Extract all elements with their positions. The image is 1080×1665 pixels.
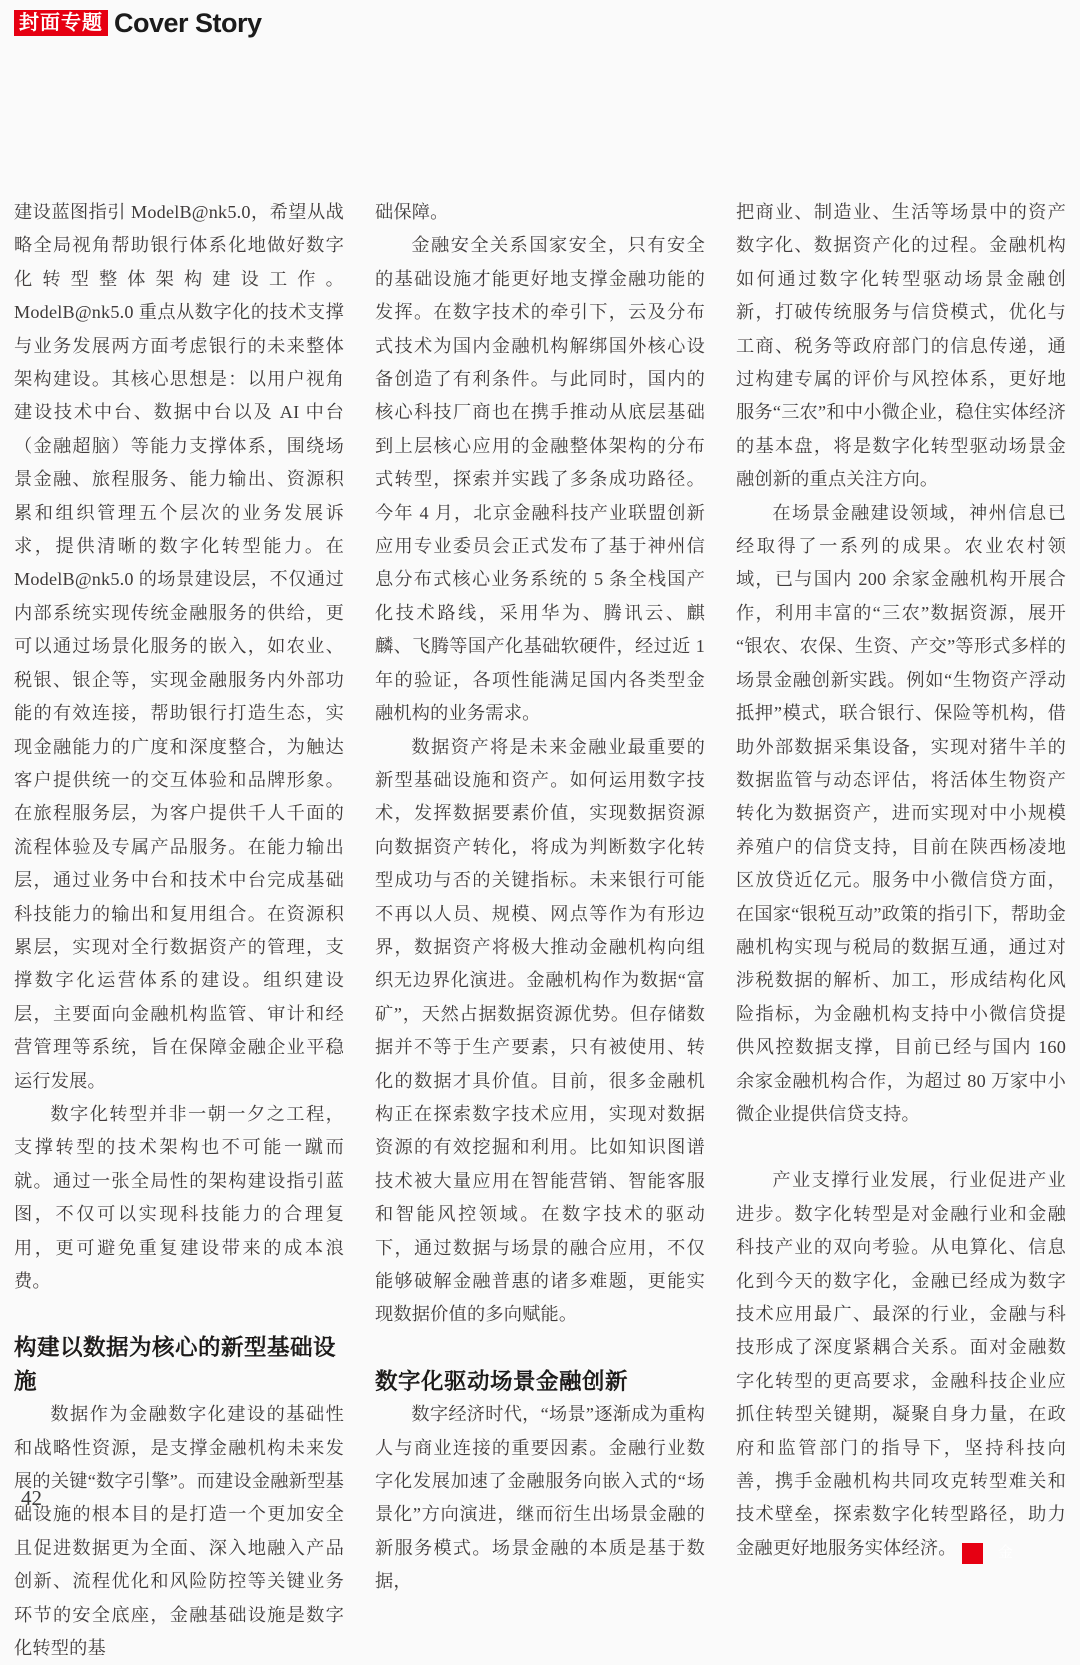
article-end-mark-icon: 金 <box>962 1543 983 1564</box>
paragraph: 数据资产将是未来金融业最重要的新型基础设施和资产。如何运用数字技术，发挥数据要素价值，实现数据资源向数据资产转化，将成为判断数字化转型成功与否的关键指标。未来银行可能不再以人员、规模、网点等作为有形边界，数据资产将极大推动金融机构向组织无边界化演进。金融机构作为数据“富矿”，天然占据数据资源优势。但存储数据并不等于生产要素，只有被使用、转化的数据才具价值。目前，很多金融机构正在探索数字技术应用，实现对数据资源的有效挖掘和利用。比如知识图谱技术被大量应用在智能营销、智能客服和智能风控领域。在数字技术的驱动下，通过数据与场景的融合应用，不仅能够破解金融普惠的诸多难题，更能实现数据价值的多向赋能。 <box>375 736 705 1325</box>
paragraph: 在场景金融建设领域，神州信息已经取得了一系列的成果。农业农村领域，已与国内 200 余家金融机构开展合作，利用丰富的“三农”数据资源，展开“银农、农保、生资、产交”等形式多样的场景金融创新实践。例如“生物资产浮动抵押”模式，联合银行、保险等机构，借助外部数据采集设备，实现对猪牛羊的数据监管与动态评估，将活体生物资产转化为数据资产，进而实现对中小规模养殖户的信贷支持，目前在陕西杨凌地区放贷近亿元。服务中小微信贷方面，在国家“银税互动”政策的指引下，帮助金融机构实现与税局的数据互通，通过对涉税数据的解析、加工，形成结构化风险指标，为金融机构支持中小微信贷提供风控数据支撑，目前已经与国内 160 余家金融机构合作，为超过 80 万家中小微企业提供信贷支持。 <box>736 502 1066 1124</box>
page-number: 42 <box>21 1486 42 1510</box>
text-column-2 <box>375 196 705 1665</box>
paragraph: 数字经济时代，“场景”逐渐成为重构人与商业连接的重要因素。金融行业数字化发展加速了金融服务向嵌入式的“场景化”方向演进，继而衍生出场景金融的新服务模式。场景金融的本质是基于数据， <box>375 1404 705 1592</box>
article-body <box>14 196 1066 1665</box>
text-column-3 <box>736 196 1066 1665</box>
section-heading: 数字化驱动场景金融创新 <box>375 1368 629 1394</box>
text-column-1 <box>14 196 344 1665</box>
paragraph: 金融安全关系国家安全，只有安全的基础设施才能更好地支撑金融功能的发挥。在数字技术的牵引下，云及分布式技术为国内金融机构解绑国外核心设备创造了有利条件。与此同时，国内的核心科技厂商也在携手推动从底层基础到上层核心应用的金融整体架构的分布式转型，探索并实践了多条成功路径。今年 4 月，北京金融科技产业联盟创新应用专业委员会正式发布了基于神州信息分布式核心业务系统的 5 条全栈国产化技术路线，采用华为、腾讯云、麒麟、飞腾等国产化基础软硬件，经过近 1 年的验证，各项性能满足国内各类型金融机构的业务需求。 <box>375 235 705 724</box>
page-header <box>14 10 262 36</box>
cover-story-tag-badge: 封面专题 <box>14 10 108 36</box>
paragraph: 建设蓝图指引 ModelB@nk5.0，希望从战略全局视角帮助银行体系化地做好数字化转型整体架构建设工作。ModelB@nk5.0 重点从数字化的技术支撑与业务发展两方面考虑银行的未来整体架构建设。其核心思想是：以用户视角建设技术中台、数据中台以及 AI 中台（金融超脑）等能力支撑体系，围绕场景金融、旅程服务、能力输出、资源积累和组织管理五个层次的业务发展诉求，提供清晰的数字化转型能力。在 ModelB@nk5.0 的场景建设层，不仅通过内部系统实现传统金融服务的供给，更可以通过场景化服务的嵌入，如农业、税银、银企等，实现金融服务内外部功能的有效连接，帮助银行打造生态，实现金融能力的广度和深度整合，为触达客户提供统一的交互体验和品牌形象。在旅程服务层，为客户提供千人千面的流程体验及专属产品服务。在能力输出层，通过业务中台和技术中台完成基础科技能力的输出和复用组合。在资源积累层，实现对全行数据资产的管理，支撑数字化运营体系的建设。组织建设层，主要面向金融机构监管、审计和经营管理等系统，旨在保障金融企业平稳运行发展。 <box>14 202 344 1091</box>
paragraph: 础保障。 <box>375 202 449 222</box>
cover-story-title: Cover Story <box>114 8 262 38</box>
paragraph: 数字化转型并非一朝一夕之工程，支撑转型的技术架构也不可能一蹴而就。通过一张全局性的架构建设指引蓝图，不仅可以实现科技能力的合理复用，更可避免重复建设带来的成本浪费。 <box>14 1103 344 1291</box>
paragraph: 把商业、制造业、生活等场景中的资产数字化、数据资产化的过程。金融机构如何通过数字化转型驱动场景金融创新，打破传统服务与信贷模式，优化与工商、税务等政府部门的信息传递，通过构建专属的评价与风控体系，更好地服务“三农”和中小微企业，稳住实体经济的基本盘，将是数字化转型驱动场景金融创新的重点关注方向。 <box>736 202 1066 490</box>
section-heading: 构建以数据为核心的新型基础设施 <box>14 1335 337 1394</box>
paragraph: 产业支撑行业发展，行业促进产业进步。数字化转型是对金融行业和金融科技产业的双向考验。从电算化、信息化到今天的数字化，金融已经成为数字技术应用最广、最深的行业，金融与科技形成了深度紧耦合关系。面对金融数字化转型的更高要求，金融科技企业应抓住转型关键期，凝聚自身力量，在政府和监管部门的指导下，坚持科技向善，携手金融机构共同攻克转型难关和技术壁垒，探索数字化转型路径，助力金融更好地服务实体经济。 金 <box>736 1164 1066 1565</box>
paragraph: 数据作为金融数字化建设的基础性和战略性资源，是支撑金融机构未来发展的关键“数字引擎”。而建设金融新型基础设施的根本目的是打造一个更加安全且促进数据更为全面、深入地融入产品创新、流程优化和风险防控等关键业务环节的安全底座，金融基础设施是数字化转型的基 <box>14 1404 344 1659</box>
